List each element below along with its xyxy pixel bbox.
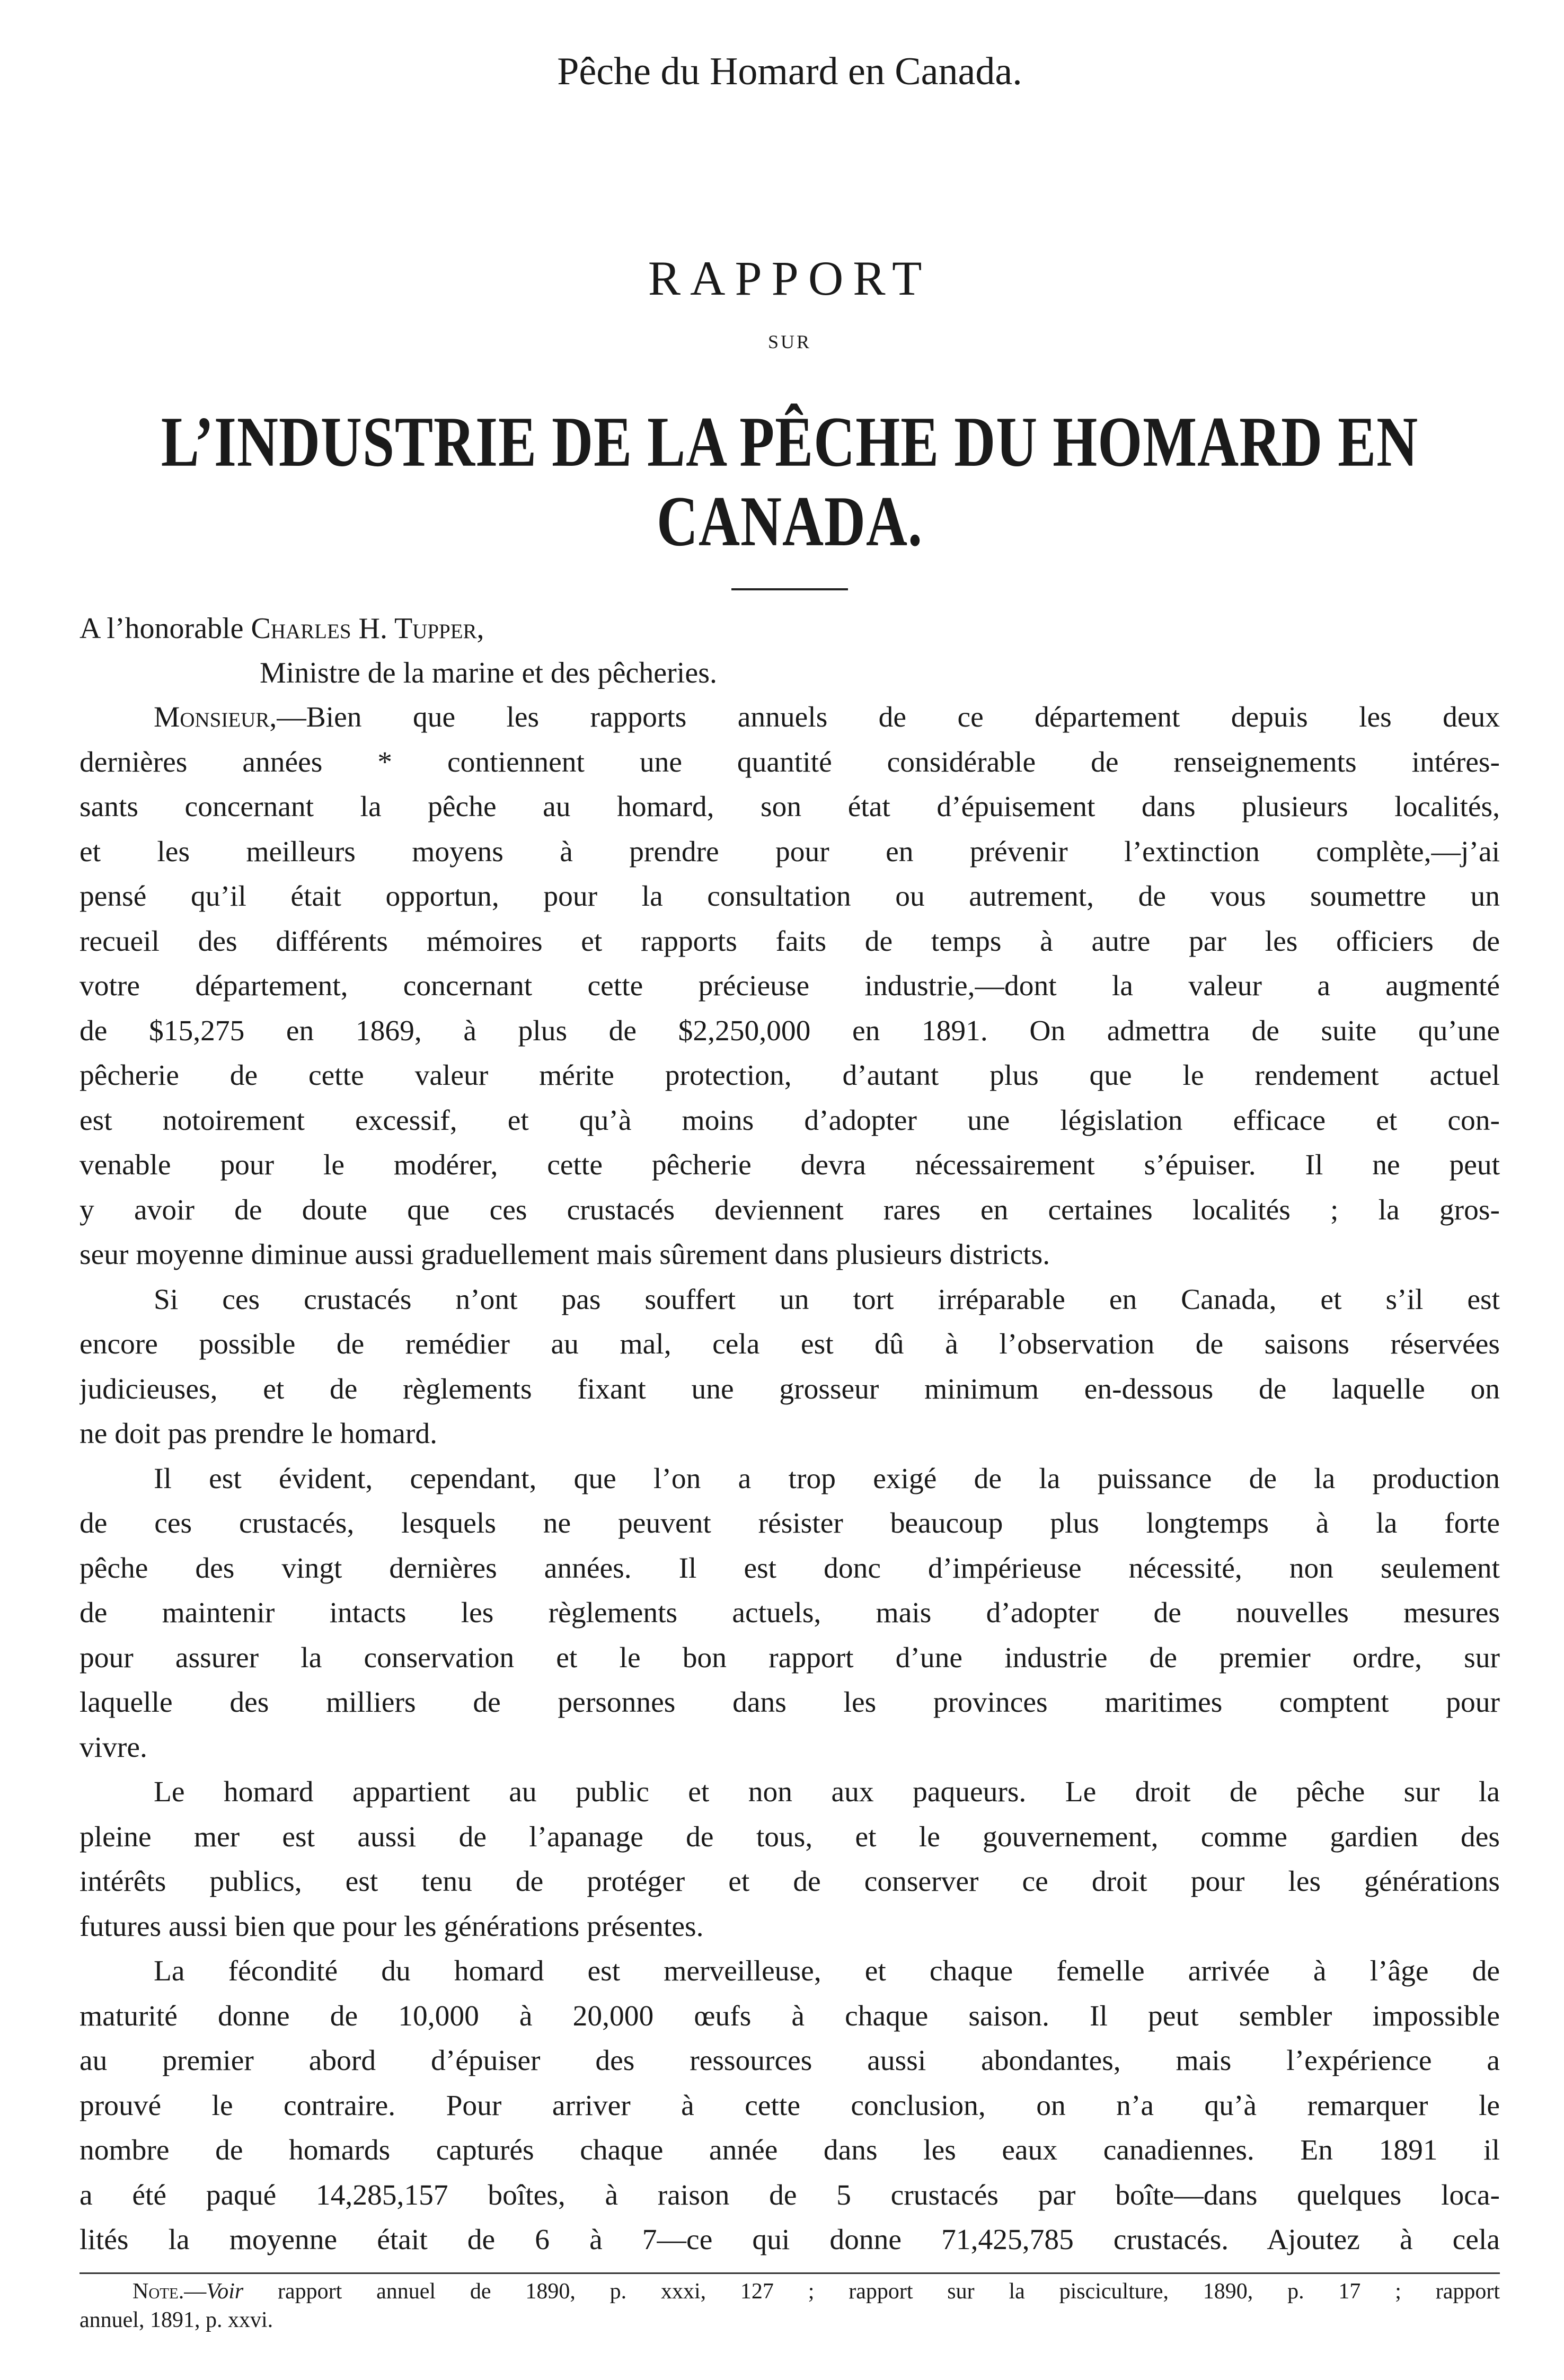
footnote [79, 2277, 1500, 2334]
text-line: laquelle des milliers de personnes dans les provinces maritimes comptent pour [79, 1686, 1500, 1719]
text-line: Il est évident, cependant, que l’on a trop exigé de la puissance de la production [154, 1462, 1500, 1495]
text-line: de maintenir intacts les règlements actuels, mais d’adopter de nouvelles mesures [79, 1597, 1500, 1629]
text-line: maturité donne de 10,000 à 20,000 œufs à chaque saison. Il peut sembler impossible [79, 1999, 1500, 2032]
text-line: dernières années * contiennent une quantité considérable de renseignements intéres- [79, 746, 1500, 778]
text-line: encore possible de remédier au mal, cela est dû à l’observation de saisons réservées [79, 1328, 1500, 1360]
salutation-title: Ministre de la marine et des pêcheries. [260, 657, 717, 689]
text-line: pêcherie de cette valeur mérite protection, d’autant plus que le rendement actuel [79, 1059, 1500, 1092]
text-line: prouvé le contraire. Pour arriver à cette conclusion, on n’a qu’à remarquer le [79, 2089, 1500, 2122]
text-line: lités la moyenne était de 6 à 7—ce qui donne 71,425,785 crustacés. Ajoutez à cela [79, 2224, 1500, 2256]
text-line: intérêts publics, est tenu de protéger et de conserver ce droit pour les générations [79, 1865, 1500, 1898]
paragraph-3 [79, 1457, 1500, 1771]
salutation [79, 606, 1500, 695]
footnote-line: Note.—Voir rapport annuel de 1890, p. xxxi, 127 ; rapport sur la pisciculture, 1890, p. 17 ; rapport [132, 2279, 1500, 2304]
text-line: Le homard appartient au public et non aux paqueurs. Le droit de pêche sur la [154, 1776, 1500, 1808]
salutation-prefix: A l’honorable [79, 612, 251, 645]
report-main-title: L’INDUSTRIE DE LA PÊCHE DU HOMARD EN CANADA. [161, 403, 1419, 561]
title-divider [731, 588, 848, 590]
text-line: vivre. [79, 1731, 147, 1764]
report-title: RAPPORT [648, 251, 932, 305]
text-line: a été paqué 14,285,157 boîtes, à raison de 5 crustacés par boîte—dans quelques loca- [79, 2179, 1500, 2211]
salutation-recipient: Charles H. Tupper, [251, 612, 484, 645]
text-line: judicieuses, et de règlements fixant une grosseur minimum en-dessous de laquelle on [79, 1373, 1500, 1405]
body-text [79, 695, 1500, 2263]
text-line: de $15,275 en 1869, à plus de $2,250,000 en 1891. On admettra de suite qu’une [79, 1014, 1500, 1047]
text-line: seur moyenne diminue aussi graduellement mais sûrement dans plusieurs districts. [79, 1238, 1050, 1271]
paragraph-5 [79, 1949, 1500, 2263]
footnote-divider [79, 2272, 1500, 2274]
footnote-line: annuel, 1891, p. xxvi. [79, 2307, 273, 2332]
text-line: au premier abord d’épuiser des ressources aussi abondantes, mais l’expérience a [79, 2045, 1500, 2077]
text-line: futures aussi bien que pour les générations présentes. [79, 1910, 704, 1943]
text-line: nombre de homards capturés chaque année dans les eaux canadiennes. En 1891 il [79, 2134, 1500, 2166]
text-line: est notoirement excessif, et qu’à moins d’adopter une législation efficace et con- [79, 1104, 1500, 1137]
footnote-voir: Voir [206, 2279, 244, 2304]
text-line: sants concernant la pêche au homard, son état d’épuisement dans plusieurs localités, [79, 791, 1500, 823]
text-line: y avoir de doute que ces crustacés deviennent rares en certaines localités ; la gros- [79, 1193, 1500, 1226]
text-line: pour assurer la conservation et le bon rapport d’une industrie de premier ordre, sur [79, 1641, 1500, 1674]
text-line: pêche des vingt dernières années. Il est donc d’impérieuse nécessité, non seulement [79, 1552, 1500, 1585]
text-line: venable pour le modérer, cette pêcherie devra nécessairement s’épuiser. Il ne peut [79, 1149, 1500, 1181]
text-line: pensé qu’il était opportun, pour la consultation ou autrement, de vous soumettre un [79, 880, 1500, 913]
paragraph-2 [79, 1278, 1500, 1457]
text-line: ne doit pas prendre le homard. [79, 1418, 438, 1450]
text-line: pleine mer est aussi de l’apanage de tous, et le gouvernement, comme gardien des [79, 1820, 1500, 1853]
text-line: La fécondité du homard est merveilleuse, et chaque femelle arrivée à l’âge de [154, 1955, 1500, 1987]
text-line: et les meilleurs moyens à prendre pour en prévenir l’extinction complète,—j’ai [79, 835, 1500, 868]
text-line: recueil des différents mémoires et rapports faits de temps à autre par les officiers de [79, 925, 1500, 958]
running-head: Pêche du Homard en Canada. [557, 50, 1022, 93]
paragraph-4 [79, 1770, 1500, 1949]
text-line: Si ces crustacés n’ont pas souffert un tort irréparable en Canada, et s’il est [154, 1283, 1500, 1316]
report-subtitle-sur: SUR [767, 331, 812, 352]
paragraph-1 [79, 695, 1500, 1278]
text-line: votre département, concernant cette précieuse industrie,—dont la valeur a augmenté [79, 970, 1500, 1002]
document-page [79, 37, 1500, 2334]
text-line: Monsieur,—Bien que les rapports annuels de ce département depuis les deux [154, 701, 1500, 733]
paragraph-lead: Monsieur, [154, 701, 277, 733]
text-line: de ces crustacés, lesquels ne peuvent résister beaucoup plus longtemps à la forte [79, 1507, 1500, 1540]
footnote-label: Note. [132, 2279, 184, 2304]
